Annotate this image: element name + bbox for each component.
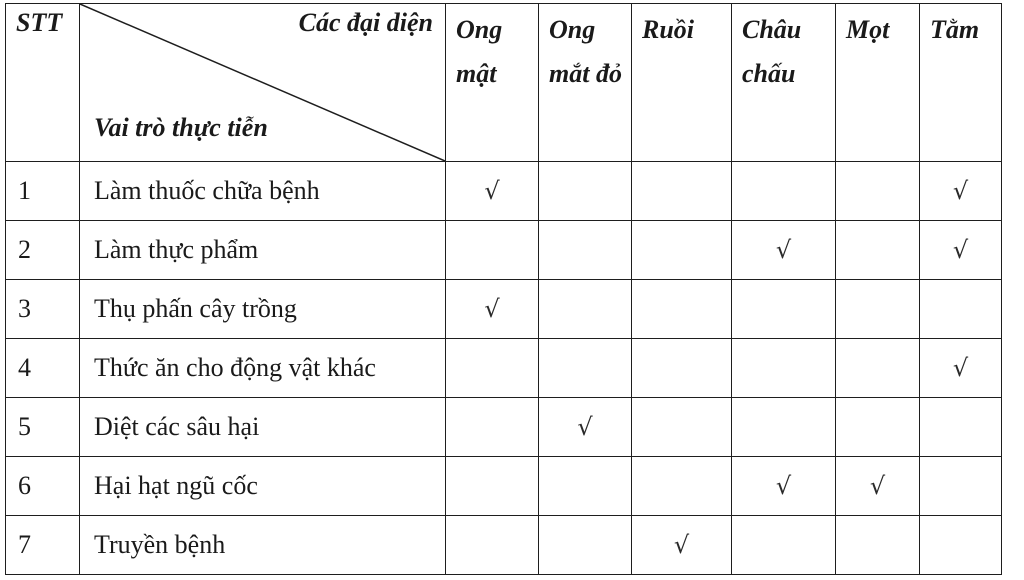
- species-header-ruoi: Ruồi: [632, 4, 732, 162]
- row-number: 1: [6, 162, 80, 221]
- role-label: Vai trò thực tiễn: [94, 113, 268, 142]
- check-cell: [920, 516, 1002, 575]
- row-number: 7: [6, 516, 80, 575]
- row-role: Làm thuốc chữa bệnh: [80, 162, 446, 221]
- check-cell: √: [446, 280, 539, 339]
- check-cell: [632, 221, 732, 280]
- check-cell: √: [446, 162, 539, 221]
- row-role: Thụ phấn cây trồng: [80, 280, 446, 339]
- check-cell: [836, 398, 920, 457]
- check-cell: [920, 398, 1002, 457]
- check-cell: [539, 457, 632, 516]
- check-cell: [920, 280, 1002, 339]
- row-role: Làm thực phẩm: [80, 221, 446, 280]
- check-cell: [732, 398, 836, 457]
- check-cell: [732, 516, 836, 575]
- row-role: Truyền bệnh: [80, 516, 446, 575]
- check-cell: √: [920, 339, 1002, 398]
- check-cell: [539, 339, 632, 398]
- check-cell: √: [632, 516, 732, 575]
- check-cell: [632, 339, 732, 398]
- check-cell: [632, 162, 732, 221]
- check-cell: [539, 162, 632, 221]
- group-label: Các đại diện: [298, 8, 433, 37]
- check-cell: [539, 516, 632, 575]
- check-cell: [632, 280, 732, 339]
- check-cell: [446, 457, 539, 516]
- check-cell: [446, 339, 539, 398]
- check-cell: √: [732, 221, 836, 280]
- check-cell: [836, 339, 920, 398]
- table-row: [6, 457, 1002, 516]
- table-row: [6, 516, 1002, 575]
- check-cell: [836, 221, 920, 280]
- check-cell: [836, 516, 920, 575]
- check-cell: √: [732, 457, 836, 516]
- row-role: Diệt các sâu hại: [80, 398, 446, 457]
- table-row: [6, 339, 1002, 398]
- row-role: Hại hạt ngũ cốc: [80, 457, 446, 516]
- check-cell: [446, 221, 539, 280]
- insect-roles-table: [5, 3, 1002, 575]
- row-number: 6: [6, 457, 80, 516]
- row-number: 2: [6, 221, 80, 280]
- check-cell: [732, 280, 836, 339]
- table-row: [6, 280, 1002, 339]
- species-header-ong-mat: Ong mật: [446, 4, 539, 162]
- table-row: [6, 221, 1002, 280]
- species-header-tam: Tằm: [920, 4, 1002, 162]
- check-cell: [539, 221, 632, 280]
- check-cell: [446, 516, 539, 575]
- check-cell: [836, 162, 920, 221]
- row-number: 4: [6, 339, 80, 398]
- check-cell: [732, 339, 836, 398]
- check-cell: [732, 162, 836, 221]
- species-header-chau-chau: Châu chấu: [732, 4, 836, 162]
- check-cell: √: [836, 457, 920, 516]
- row-number: 5: [6, 398, 80, 457]
- table-row: [6, 398, 1002, 457]
- species-header-mot: Mọt: [836, 4, 920, 162]
- check-cell: √: [920, 221, 1002, 280]
- check-cell: [632, 398, 732, 457]
- row-role: Thức ăn cho động vật khác: [80, 339, 446, 398]
- stt-header: STT: [6, 4, 80, 162]
- header-row: [6, 4, 1002, 162]
- check-cell: [446, 398, 539, 457]
- check-cell: [920, 457, 1002, 516]
- species-header-ong-mat-do: Ong mắt đỏ: [539, 4, 632, 162]
- table-row: [6, 162, 1002, 221]
- check-cell: √: [920, 162, 1002, 221]
- check-cell: [632, 457, 732, 516]
- check-cell: [539, 280, 632, 339]
- check-cell: [836, 280, 920, 339]
- row-number: 3: [6, 280, 80, 339]
- diagonal-header-cell: [80, 4, 446, 162]
- check-cell: √: [539, 398, 632, 457]
